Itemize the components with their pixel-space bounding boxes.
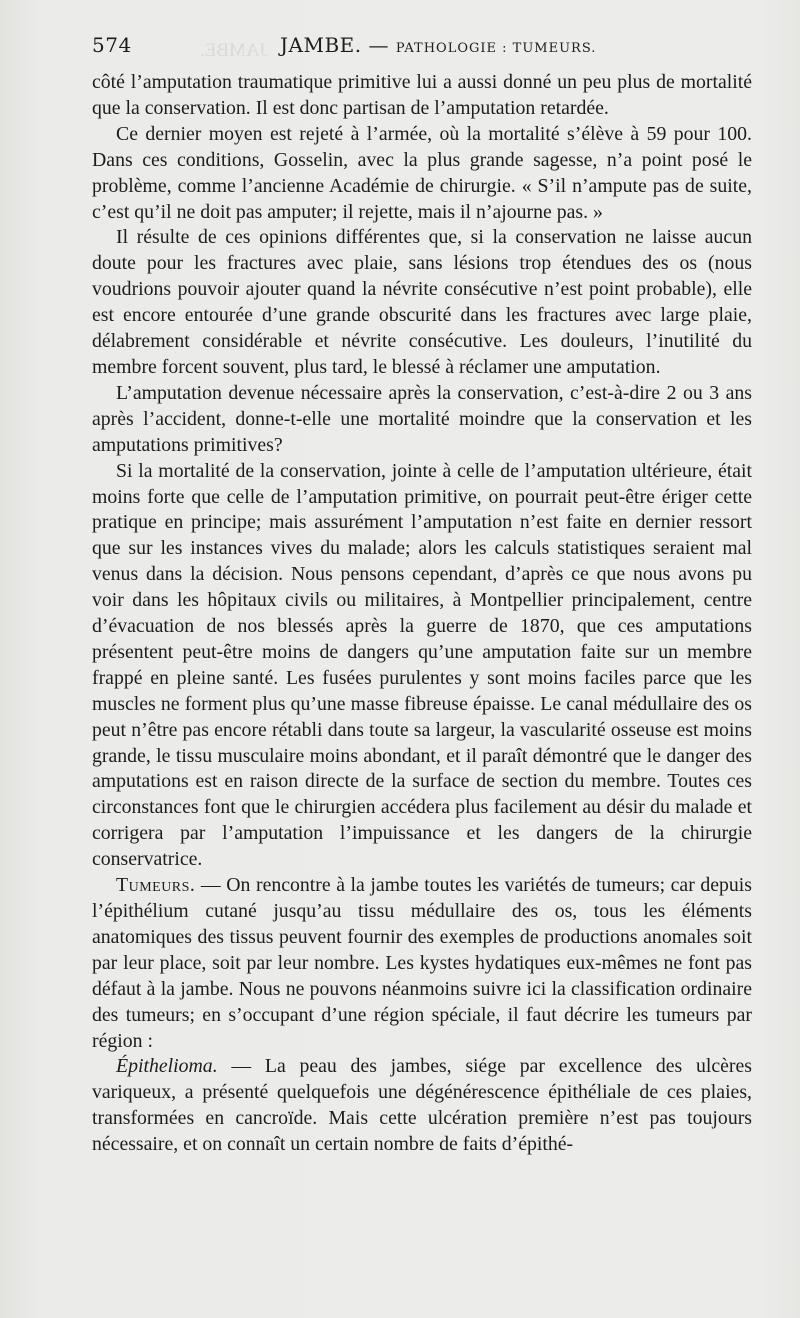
- running-header: [92, 33, 750, 63]
- section-heading-tumeurs: Tumeurs.: [116, 874, 196, 897]
- page-number: 574: [92, 33, 132, 57]
- paragraph-2: Ce dernier moyen est rejeté à l’armée, où la mortalité s’élève à 59 pour 100. Dans ces conditions, Gosselin, avec la plus grande sagesse, n’a point posé le problème, comme l’ancienne Académie de chirurgie. « S’il n’ampute pas de suite, c’est qu’il ne doit pas amputer; il rejette, mais il n’ajourne pas. »: [92, 122, 752, 223]
- header-title: JAMBE.: [280, 33, 362, 57]
- header-subtitle: PATHOLOGIE : TUMEURS.: [395, 41, 597, 56]
- paragraph-3: Il résulte de ces opinions différentes que, si la conservation ne laisse aucun doute pour les fractures avec plaie, sans lésions trop étendues des os (nous voudrions pouvoir ajouter quand la névrite consécutive n’est point probable), elle est encore entourée d’une grande obscurité dans les fractures avec large plaie, délabrement considérable et névrite consécutive. Les douleurs, l’inutilité du membre forcent souvent, plus tard, le blessé à réclamer une amputation.: [92, 226, 752, 378]
- paragraph-5: Si la mortalité de la conservation, jointe à celle de l’amputation ultérieure, était moins forte que celle de l’amputation primitive, on pourrait peut-être ériger cette pratique en principe; mais assurément l’amputation n’est faite en dernier ressort que sur les instances vives du malade; alors les calculs statistiques seraient mal venus dans la décision. Nous pensons cependant, d’après ce que nous avons pu voir dans les hôpitaux civils ou militaires, à Montpellier principalement, centre d’évacuation de nos blessés après la guerre de 1870, que ces amputations présentent peut-être moins de dangers qu’une amputation faite sur un membre frappé en pleine santé. Les fusées purulentes y sont moins faciles parce que les muscles ne forment plus qu’une masse fibreuse épaisse. Le canal médullaire des os peut n’être pas encore rétabli dans toute sa largeur, la vascularité osseuse est moins grande, le tissu musculaire moins abondant, et il paraît démontré que le danger des amputations est en raison directe de la surface de section du membre. Toutes ces circonstances font que le chirurgien accédera plus facilement au désir du malade et corrigera par l’amputation l’impuissance et les dangers de la chirurgie conservatrice.: [92, 459, 752, 871]
- header-separator: —: [368, 33, 389, 57]
- paragraph-tumeurs-text: — On rencontre à la jambe toutes les variétés de tumeurs; car depuis l’épithélium cutané jusqu’au tissu médullaire des os, tous les éléments anatomiques des tissus peuvent fournir des exemples de productions anomales soit par leur place, soit par leur nombre. Les kystes hydatiques eux-mêmes ne font pas défaut à la jambe. Nous ne pouvons néanmoins suivre ici la classification ordinaire des tumeurs; en s’occupant d’une région spéciale, il faut décrire les tumeurs par région :: [92, 874, 752, 1052]
- body-text: [92, 70, 752, 1158]
- paragraph-1: côté l’amputation traumatique primitive lui a aussi donné un peu plus de mortalité que la conservation. Il est donc partisan de l’amputation retardée.: [92, 71, 752, 119]
- paragraph-4: L’amputation devenue nécessaire après la conservation, c’est-à-dire 2 ou 3 ans après l’accident, donne-t-elle une mortalité moindre que la conservation et les amputations primitives?: [92, 381, 752, 456]
- paragraph-epithelioma: [92, 1054, 752, 1158]
- show-through-header: JAMBE.: [200, 40, 268, 61]
- section-heading-epithelioma: Épithelioma.: [116, 1055, 218, 1078]
- paragraph-epithelioma-text: — La peau des jambes, siége par excellence des ulcères variqueux, a présenté quelquefois une dégénérescence épithéliale de ces plaies, transformées en cancroïde. Mais cette ulcération première n’est pas toujours nécessaire, et on connaît un certain nombre de faits d’épithé-: [92, 1055, 752, 1156]
- running-title: [280, 33, 596, 57]
- paragraph-tumeurs: [92, 873, 752, 1054]
